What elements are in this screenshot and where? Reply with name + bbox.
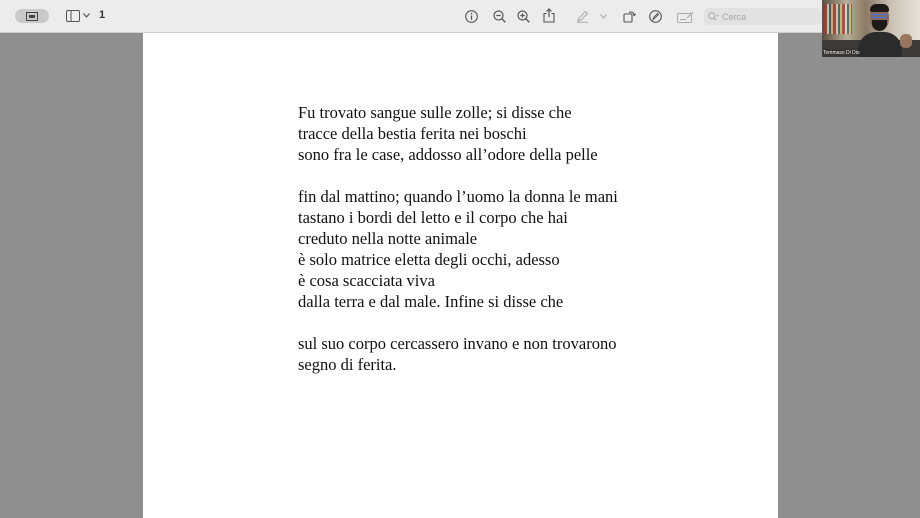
chevron-down-icon (600, 14, 607, 19)
zoom-out-icon (493, 10, 506, 23)
search-icon (708, 12, 719, 21)
markup-icon (649, 10, 662, 23)
zoom-out-button[interactable] (492, 9, 506, 23)
share-icon (543, 8, 555, 23)
search-input[interactable] (704, 8, 822, 25)
participant-name: Tommaso Di Dio (823, 50, 860, 56)
zoom-in-icon (517, 10, 530, 23)
poem-line: è solo matrice eletta degli occhi, adesso (298, 250, 560, 269)
chevron-down-icon (83, 13, 90, 18)
poem-line: Fu trovato sangue sulle zolle; si disse che (298, 103, 572, 122)
document-page (143, 33, 778, 518)
view-mode-icon (26, 12, 38, 21)
form-fill-button[interactable] (677, 10, 694, 23)
books (824, 4, 852, 34)
poem-stanza-1 (298, 102, 718, 165)
highlight-options-button[interactable] (600, 13, 607, 19)
sidebar-toggle-button[interactable] (66, 9, 80, 22)
rotate-button[interactable] (622, 9, 636, 23)
markup-button[interactable] (648, 9, 662, 23)
highlight-pen-icon (576, 10, 589, 23)
info-button[interactable] (464, 9, 478, 23)
poem-line: segno di ferita. (298, 355, 397, 374)
poem-line: sono fra le case, addosso all’odore della pelle (298, 145, 598, 164)
poem-line: tracce della bestia ferita nei boschi (298, 124, 527, 143)
share-button[interactable] (542, 8, 556, 23)
poem-line: è cosa scacciata viva (298, 271, 435, 290)
poem-line: sul suo corpo cercassero invano e non trovarono (298, 334, 617, 353)
view-mode-button[interactable] (15, 9, 49, 23)
poem-line: dalla terra e dal male. Infine si disse che (298, 292, 564, 311)
page-number: 1 (99, 9, 106, 21)
poem-line: creduto nella notte animale (298, 229, 478, 248)
toolbar (0, 0, 920, 33)
poem-line: tastano i bordi del letto e il corpo che hai (298, 208, 568, 227)
poem-text (298, 102, 718, 396)
participant-glasses (872, 14, 887, 18)
poem-stanza-3 (298, 333, 718, 375)
participant-hair (870, 4, 889, 12)
search-placeholder: Cerca (722, 11, 747, 22)
participant-hand (900, 34, 912, 48)
form-fill-icon (677, 11, 694, 23)
highlight-button[interactable] (575, 9, 589, 23)
info-icon (465, 10, 478, 23)
sidebar-options-button[interactable] (83, 12, 90, 19)
sidebar-icon (66, 10, 80, 22)
poem-line: fin dal mattino; quando l’uomo la donna le mani (298, 187, 618, 206)
rotate-icon (623, 10, 636, 23)
video-thumbnail (822, 0, 920, 57)
poem-stanza-2 (298, 186, 718, 312)
zoom-in-button[interactable] (516, 9, 530, 23)
